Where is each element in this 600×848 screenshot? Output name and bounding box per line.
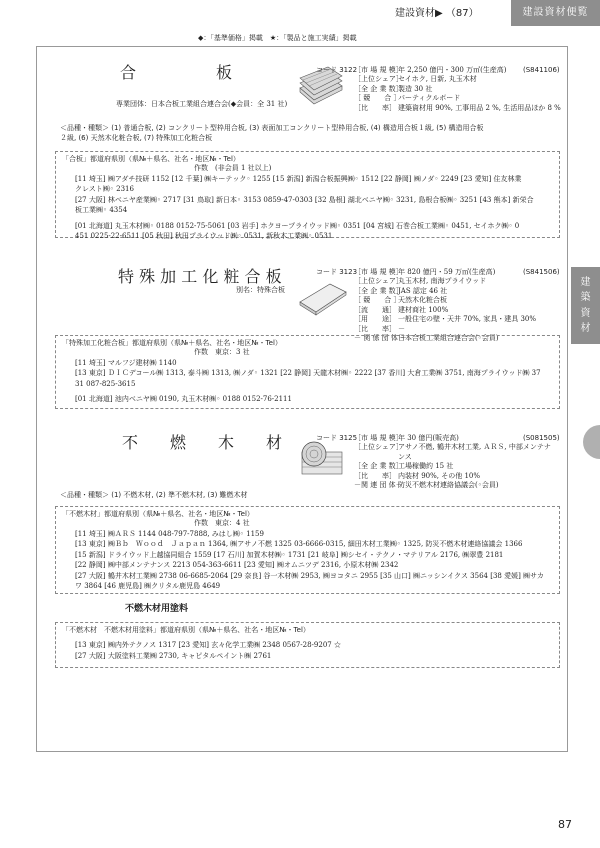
spec-key: ［流 通］ (354, 305, 396, 314)
spec-row (354, 287, 536, 296)
box-title: 「不燃木材 不燃木材用塗料」都道府県別（県№＋県名、社名・地区№・Tel） (62, 626, 310, 634)
spec-row (354, 472, 551, 481)
spec-key: ［市 場 規 模］ (354, 434, 403, 442)
spec-key: ［比 率］ (354, 103, 396, 112)
spec-row (354, 94, 561, 103)
header-book-title: 建設資材便覧 (511, 0, 600, 26)
spec-value: セイホク, 日新, 丸玉木材 (398, 75, 477, 84)
box-title: 「不燃木材」都道府県別（県№＋県名、社名・地区№・Tel） (62, 510, 254, 518)
spec-value: － (398, 324, 405, 333)
product-title-special-plywood: 特 殊 加 工 化 粧 合 板 (118, 267, 282, 286)
box-title: 「特殊加工化粧合板」都道府県別（県№＋県名、社名・地区№・Tel） (62, 339, 282, 347)
spec-key: ［全 企 業 数］ (354, 286, 403, 295)
spec-value: 工場稼働約 15 社 (398, 462, 454, 471)
listing-line: クレスト㈱◦ 2316 (75, 185, 134, 194)
spec-row (354, 315, 536, 324)
listing-line: [27 大阪] 大阪塗料工業㈱ 2730, キャピタルペイント㈱ 2761 (75, 651, 272, 660)
header-section-title: 建設資材▶ （87） (395, 8, 479, 19)
spec-row (354, 453, 551, 462)
page-header (0, 0, 600, 26)
record-code: (S841106) (523, 66, 560, 74)
box-count: 作数 東京：4 社 (194, 519, 250, 528)
listing-line: ワ 3864 [46 鹿児島] ㈱クリタル鹿児島 4649 (75, 582, 221, 591)
record-code: (S081505) (523, 434, 560, 442)
listing-line: [13 東京] ＤＩＣデコール㈱ 1313, 泰斗㈱ 1313, ㈱ノダ◦ 1321 [22 静岡] 天龍木材㈱◦ 2222 [37 香川] 大倉工業㈱ 3751, 南海プライウッド㈱ 37 (75, 369, 541, 378)
record-code: (S841506) (523, 268, 560, 276)
subsection-title-coating: 不燃木材用塗料 (125, 604, 189, 614)
spec-row (354, 306, 536, 315)
spec-table-fireproof (354, 434, 551, 491)
spec-value: 建築資材用 90%, 工事用品 2 %, 生活用品ほか 8 % (398, 103, 561, 112)
spec-row (354, 296, 536, 305)
box-count: 作数 (非会員 1 社以上) (194, 164, 272, 173)
listing-line: 31 087-825-3615 (75, 379, 136, 388)
listing-line: [13 東京] ㈱Ｂｂ Ｗｏｏｄ Ｊａｐａｎ 1364, ㈱アサノ不燃 1325 03-6666-0315, 細田木材工業㈱◦ 1325, 防災不燃木材連絡協議会 1366 (75, 540, 523, 549)
product-title-fireproof-wood: 不 燃 木 材 (122, 433, 283, 452)
product-title-plywood: 合 板 (120, 63, 233, 82)
spec-value: 年 820 億円・59 万㎥(生産高) (398, 268, 496, 276)
regional-listing-box-coating (55, 622, 560, 668)
side-tab-char: 材 (580, 323, 591, 334)
listing-line: 451 0225-22-6511 [05 秋田] 秋田プライウッド㈱◦ 0531, 新秋木工業㈱◦ 0531 (75, 232, 333, 241)
product-alias: 別名：特殊合板 (236, 286, 285, 294)
listing-line: [01 北海道] 池内ベニヤ㈱ 0190, 丸玉木材㈱◦ 0188 0152-76-2111 (75, 395, 292, 404)
spec-value: 内装材 90%, その他 10% (398, 471, 481, 480)
spec-value: 一般住宅の壁・天井 70%, 家具・建具 30% (398, 315, 537, 324)
legend: ◆：「基準価格」掲載 ★：「製品と施工実績」掲載 (198, 34, 357, 42)
product-code: コード 3123 (316, 268, 358, 276)
spec-key: ［ 競 合 ］ (354, 296, 401, 305)
box-count: 作数 東京：3 社 (194, 348, 250, 357)
spec-key: ［上位シェア］ (354, 75, 403, 84)
side-tab-char: 資 (580, 307, 591, 319)
spec-value: 天然木化粧合板 (398, 296, 447, 305)
listing-line: [27 大阪] 鶴井木材工業㈱ 2738 06-6685-2064 [29 奈良] 谷一木材㈱ 2953, ㈱ヨコタニ 2955 [35 山口] ㈱ニッシンイクス 3564 [38 愛媛] ㈱サカ (75, 571, 544, 580)
spec-row (354, 277, 536, 286)
spec-key: ［市 場 規 模］ (354, 268, 403, 276)
side-tab-building-materials[interactable] (571, 267, 600, 344)
product-categories: ＜品種・種類＞ (1) 不燃木材, (2) 準不燃木材, (3) 難燃木材 (60, 491, 248, 499)
spec-key (354, 453, 398, 462)
spec-key: ［上位シェア］ (354, 443, 403, 452)
spec-row (354, 325, 536, 334)
spec-value: 年 30 億円(販売高) (398, 434, 459, 442)
spec-key: ［用 途］ (354, 315, 396, 324)
spec-value: 年 2,250 億円・300 万㎥(生産高) (398, 66, 507, 74)
trade-association: 専業団体：日本合板工業組合連合会(◆会員：全 31 社) (116, 100, 288, 108)
spec-row (354, 104, 561, 113)
listing-line: 板工業㈱◦ 4354 (75, 206, 128, 215)
decorative-panel-image (298, 280, 348, 318)
spec-row (354, 85, 561, 94)
side-thumb-circle (583, 425, 600, 459)
listing-line: [22 静岡] ㈱中部メンテナンス 2213 054-363-6611 [23 愛知] ㈱オムニツデ 2316, 小原木材㈱ 2342 (75, 561, 399, 570)
listing-line: [01 北海道] 丸玉木材㈱◦ 0188 0152-75-5061 [03 岩手] ホクヨープライウッド㈱◦ 0351 [04 宮城] 石巻合板工業㈱◦ 0451, セイホク㈱◦ 0 (75, 221, 520, 230)
spec-row (354, 75, 561, 84)
product-code: コード 3125 (316, 434, 358, 442)
spec-value: 日本合板工業組合連合会(◦会員) (398, 334, 499, 343)
listing-line: [11 埼玉] ㈱ＡＲＳ 1144 048-797-7888, みはし㈱◦ 1159 (75, 529, 264, 538)
product-categories: ＜品種・種類＞ (1) 普通合板, (2) コンクリート型枠用合板, (3) 表面加工コンクリート型枠用合板, (4) 構造用合板１級, (5) 構造用合板２級, (6) 天然木化粧合板, (7) 特殊加工化粧合板 (60, 124, 484, 142)
spec-key: ［全 企 業 数］ (354, 462, 403, 471)
regional-listing-box-plywood (55, 151, 560, 241)
listing-line: [11 埼玉] ㈱アダチ技研 1152 [12 千葉] ㈱キーテック◦ 1255 [15 新潟] 新潟合板振興㈱◦ 1512 [22 静岡] ㈱ノダ◦ 2249 [23 愛知] 住友林業 (75, 174, 522, 183)
box-title: 「合板」都道府県別（県№＋県名、社名・地区№・Tel） (62, 155, 240, 163)
regional-listing-box-fireproof (55, 506, 560, 594)
spec-row (354, 462, 551, 471)
spec-value: 建材商社 100% (398, 305, 449, 314)
spec-value: 防災不燃木材連絡協議会(◦会員) (398, 481, 499, 490)
spec-row (354, 481, 551, 490)
spec-value: JAS 認定 46 社 (398, 286, 448, 295)
listing-line: [11 埼玉] マルフジ建材㈱ 1140 (75, 358, 177, 367)
spec-value: 丸玉木材, 南海プライウッド (398, 277, 487, 286)
spec-key: ［比 率］ (354, 324, 396, 333)
spec-key: ［ 競 合 ］ (354, 94, 401, 103)
spec-value: 製造 30 社 (398, 84, 433, 93)
regional-listing-box-special (55, 335, 560, 409)
spec-value: アサノ不燃, 鶴井木材工業, ＡＲＳ, 中部メンテナ (398, 443, 551, 452)
spec-key: ［上位シェア］ (354, 277, 403, 286)
spec-key: ［市 場 規 模］ (354, 66, 403, 74)
spec-value: ンス (398, 452, 412, 461)
spec-key: － 関 係 団 体 － (354, 334, 408, 343)
spec-key: －関 連 団 体－ (354, 481, 403, 490)
spec-key: ［比 率］ (354, 471, 396, 480)
page-number: 87 (558, 818, 572, 831)
side-tab-char: 建 (580, 276, 591, 288)
spec-table-special (354, 268, 536, 344)
side-tab-char: 築 (580, 292, 591, 303)
listing-line: [13 東京] ㈱内外テクノス 1317 [23 愛知] 玄々化学工業㈱ 2348 0567-28-9207 ☆ (75, 641, 341, 650)
listing-line: [15 新潟] ドライウッド上越協同組合 1559 [17 石川] 加賀木材㈱◦ 1731 [21 岐阜] ㈱シセイ・テクノ・マテリアル 2176, ㈱翠豊 2181 (75, 550, 504, 559)
spec-table-plywood (354, 66, 561, 113)
spec-value: パーティクルボード (398, 94, 461, 103)
product-code: コード 3122 (316, 66, 358, 74)
listing-line: [27 大阪] 林ベニヤ産業㈱◦ 2717 [31 鳥取] 新日本◦ 3153 0859-47-0303 [32 島根] 湖北ベニヤ㈱◦ 3231, 島根合板㈱◦ 3251 [43 熊本] 新栄合 (75, 195, 534, 204)
wood-log-image (300, 438, 346, 480)
spec-row (354, 443, 551, 452)
spec-key: ［全 企 業 数］ (354, 84, 403, 93)
